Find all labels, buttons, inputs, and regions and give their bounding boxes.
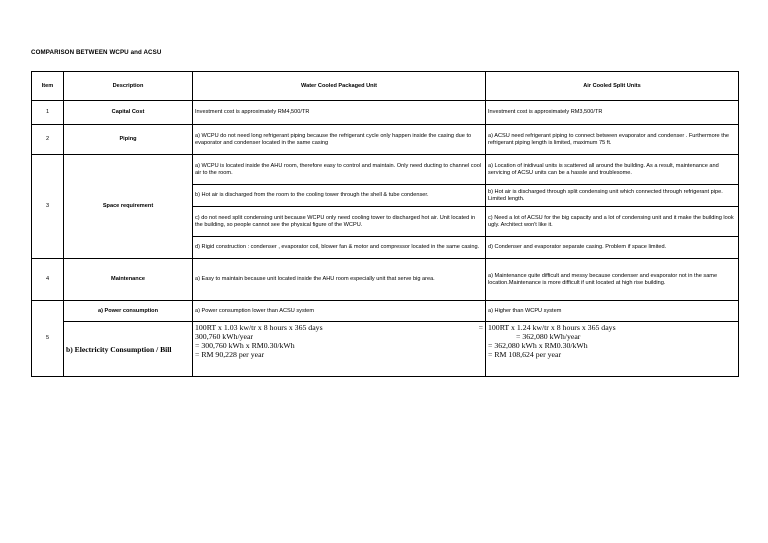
table-row xyxy=(32,259,739,301)
acsu-cell: c) Need a lot of ACSU for the big capacity and a lot of condensing unit and it make the building look ugly. Architect won't like it. xyxy=(486,207,739,237)
item-number: 4 xyxy=(32,259,64,301)
row-description: Piping xyxy=(64,125,193,155)
wcpu-bill-cell xyxy=(193,322,486,377)
header-acsu: Air Cooled Split Units xyxy=(486,72,739,101)
wcpu-bill-line: 100RT x 1.03 kw/tr x 8 hours x 365 days xyxy=(195,323,323,332)
acsu-bill-line: = 362,080 kWh/year xyxy=(516,332,581,341)
wcpu-cell: a) Easy to maintain because unit located inside the AHU room especially unit that serve big area. xyxy=(193,259,486,301)
acsu-cell: a) Location of inidivual units is scattered all around the building. As a result, maintenance and servicing of ACSU units can be a hassle and troublesome. xyxy=(486,155,739,185)
header-description: Description xyxy=(64,72,193,101)
wcpu-cell: d) Rigid construction : condenser , evaporator coil, blower fan & motor and compressor located in the same casing. xyxy=(193,237,486,259)
wcpu-cell: a) WCPU do not need long refrigerant piping because the refrigerant cycle only happen inside the casing due to evaporator and condenser located in the same casing xyxy=(193,125,486,155)
wcpu-cell: Investment cost is approximately RM4,500/TR xyxy=(193,101,486,125)
table-row xyxy=(32,125,739,155)
wcpu-bill-formula xyxy=(195,323,483,332)
header-row xyxy=(32,72,739,101)
acsu-cell: b) Hot air is discharged through split condensing unit which connected through refrigerant pipe. Limited length. xyxy=(486,185,739,207)
row-description: b) Electricity Consumption / Bill xyxy=(64,322,193,377)
table-row xyxy=(32,322,739,377)
item-number: 3 xyxy=(32,155,64,259)
acsu-bill-line: = RM 108,624 per year xyxy=(488,350,562,359)
wcpu-bill-line: 300,760 kWh/year xyxy=(195,332,254,341)
item-number: 1 xyxy=(32,101,64,125)
row-description: Maintenance xyxy=(64,259,193,301)
row-description: Capital Cost xyxy=(64,101,193,125)
table-row xyxy=(32,101,739,125)
wcpu-bill-line: = 300,760 kWh x RM0.30/kWh xyxy=(195,341,295,350)
acsu-bill-line: 100RT x 1.24 kw/tr x 8 hours x 365 days xyxy=(488,323,616,332)
comparison-table xyxy=(31,71,739,377)
acsu-cell: a) Higher than WCPU system xyxy=(486,301,739,322)
wcpu-cell: c) do not need split condensing unit because WCPU only need cooling tower to discharged hot air. Unit located in the building, so people cannot see the physical figure of the WCPU. xyxy=(193,207,486,237)
acsu-cell: Investment cost is approximately RM3,500/TR xyxy=(486,101,739,125)
table-row xyxy=(32,301,739,322)
acsu-bill-cell xyxy=(486,322,739,377)
header-wcpu: Water Cooled Packaged Unit xyxy=(193,72,486,101)
item-number: 2 xyxy=(32,125,64,155)
header-item: Item xyxy=(32,72,64,101)
acsu-cell: d) Condenser and evaporator separate casing. Problem if space limited. xyxy=(486,237,739,259)
acsu-cell: a) Maintenance quite difficult and messy because condenser and evaporator not in the same location.Maintenance is more difficult if unit located at high rise building. xyxy=(486,259,739,301)
wcpu-cell: b) Hot air is discharged from the room to the cooling tower through the shell & tube condenser. xyxy=(193,185,486,207)
item-number: 5 xyxy=(32,301,64,377)
row-description: Space requirement xyxy=(64,155,193,259)
wcpu-cell: a) Power consumption lower than ACSU system xyxy=(193,301,486,322)
page-title: COMPARISON BETWEEN WCPU and ACSU xyxy=(31,49,162,56)
wcpu-bill-line: = RM 90,228 per year xyxy=(195,350,265,359)
table-row xyxy=(32,155,739,185)
row-description: a) Power consumption xyxy=(64,301,193,322)
wcpu-bill-equals: = xyxy=(478,323,483,332)
wcpu-cell: a) WCPU is located inside the AHU room, therefore easy to control and maintain. Only need ducting to channel cool air to the room. xyxy=(193,155,486,185)
acsu-cell: a) ACSU need refrigerant piping to connect between evaporator and condenser . Furthermore the refrigerant piping length is limited, maximum 75 ft. xyxy=(486,125,739,155)
acsu-bill-line: = 362,080 kWh x RM0.30/kWh xyxy=(488,341,588,350)
